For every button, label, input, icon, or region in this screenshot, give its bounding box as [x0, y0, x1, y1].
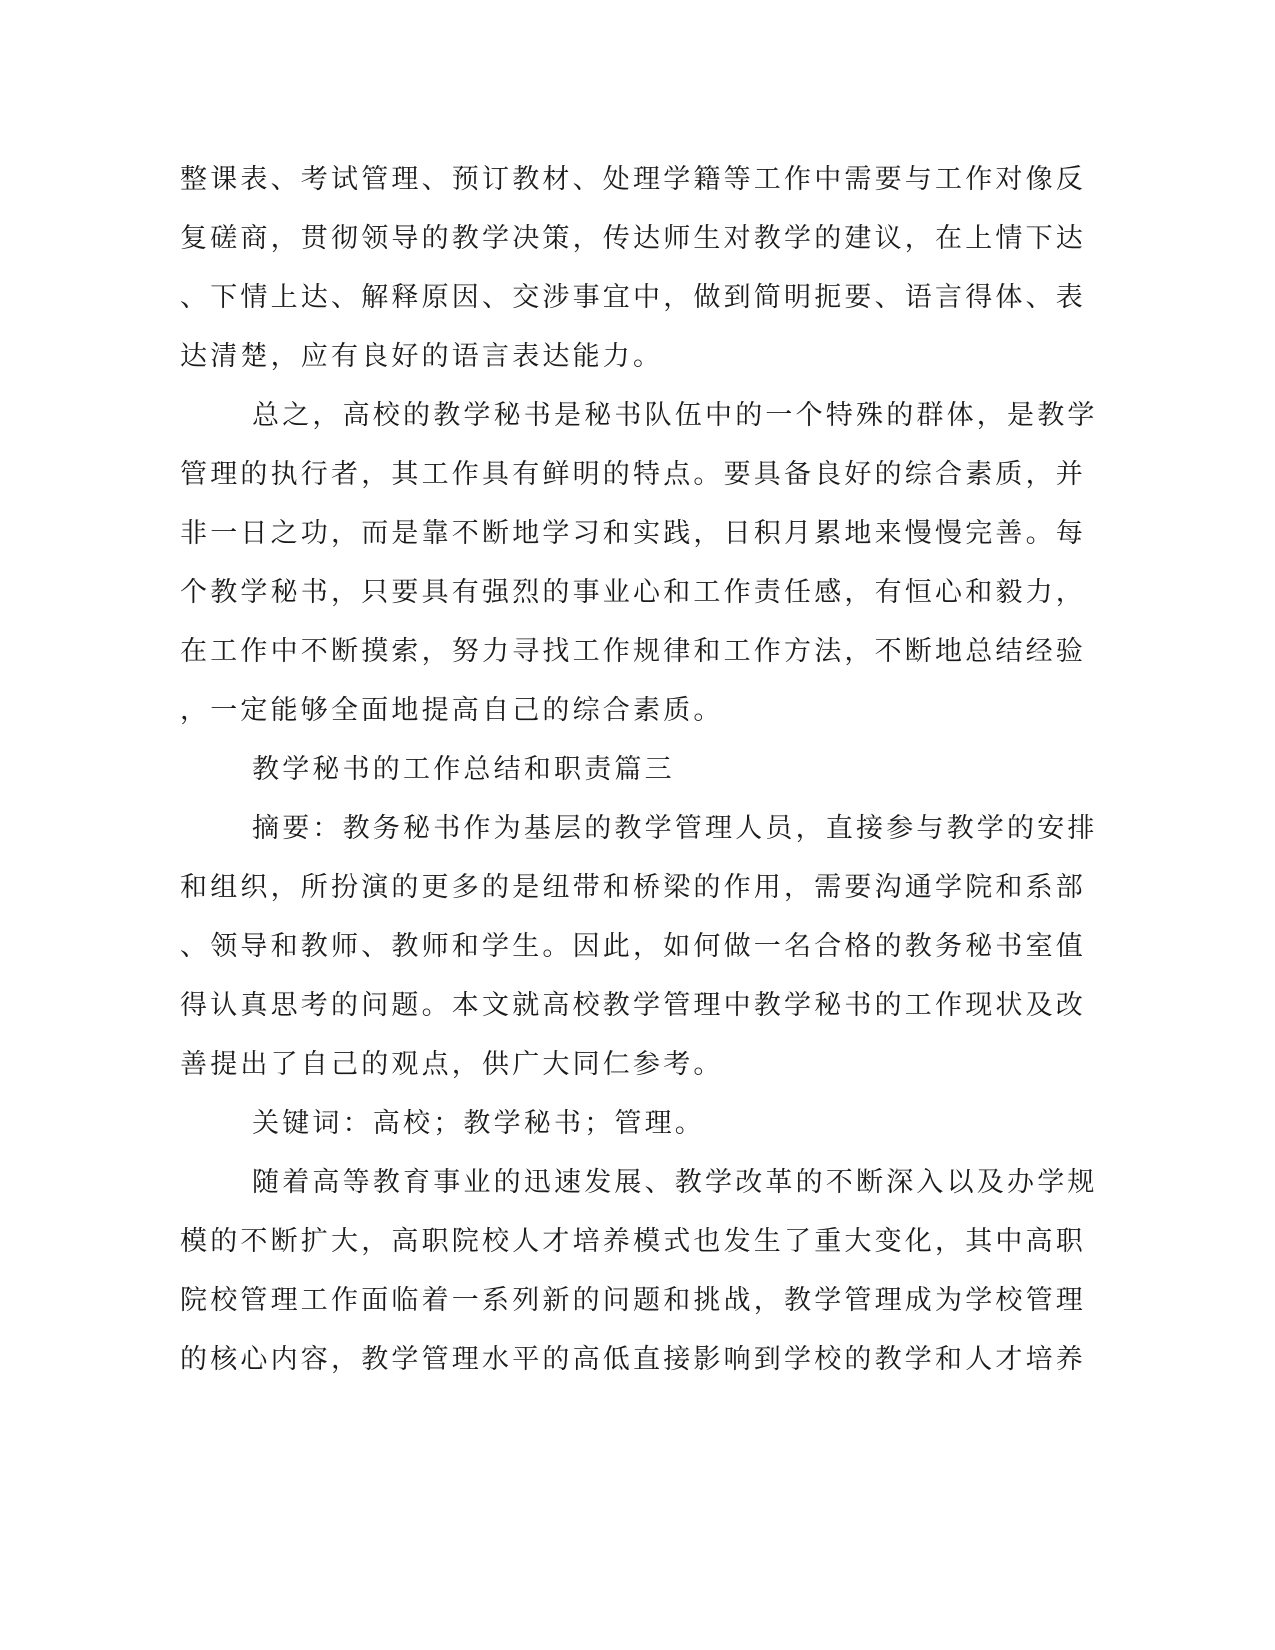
text-line: 摘要：教务秘书作为基层的教学管理人员，直接参与教学的安排: [252, 813, 1098, 844]
text-line: 和组织，所扮演的更多的是纽带和桥梁的作用，需要沟通学院和系部: [180, 872, 1086, 903]
text-line: 得认真思考的问题。本文就高校教学管理中教学秘书的工作现状及改: [180, 990, 1086, 1021]
text-line: 关键词：高校；教学秘书；管理。: [252, 1108, 705, 1139]
text-line: 、下情上达、解释原因、交涉事宜中，做到简明扼要、语言得体、表: [180, 282, 1086, 313]
text-line: 总之，高校的教学秘书是秘书队伍中的一个特殊的群体，是教学: [252, 400, 1098, 431]
body-text: [180, 150, 1098, 1389]
text-line: 院校管理工作面临着一系列新的问题和挑战，教学管理成为学校管理: [180, 1285, 1086, 1316]
text-line: 在工作中不断摸索，努力寻找工作规律和工作方法，不断地总结经验: [180, 636, 1086, 667]
text-line: 个教学秘书，只要具有强烈的事业心和工作责任感，有恒心和毅力，: [180, 577, 1086, 608]
text-line: 善提出了自己的观点，供广大同仁参考。: [180, 1049, 724, 1080]
text-line: 随着高等教育事业的迅速发展、教学改革的不断深入以及办学规: [252, 1167, 1098, 1198]
text-line: ，一定能够全面地提高自己的综合素质。: [180, 695, 724, 726]
text-line: 整课表、考试管理、预订教材、处理学籍等工作中需要与工作对像反: [180, 164, 1086, 195]
text-line: 达清楚，应有良好的语言表达能力。: [180, 341, 664, 372]
text-line: 非一日之功，而是靠不断地学习和实践，日积月累地来慢慢完善。每: [180, 518, 1086, 549]
text-line: 的核心内容，教学管理水平的高低直接影响到学校的教学和人才培养: [180, 1344, 1086, 1375]
text-line: 模的不断扩大，高职院校人才培养模式也发生了重大变化，其中高职: [180, 1226, 1086, 1257]
text-line: 管理的执行者，其工作具有鲜明的特点。要具备良好的综合素质，并: [180, 459, 1086, 490]
text-line: 教学秘书的工作总结和职责篇三: [252, 754, 675, 785]
text-line: 复磋商，贯彻领导的教学决策，传达师生对教学的建议，在上情下达: [180, 223, 1086, 254]
text-line: 、领导和教师、教师和学生。因此，如何做一名合格的教务秘书室值: [180, 931, 1086, 962]
